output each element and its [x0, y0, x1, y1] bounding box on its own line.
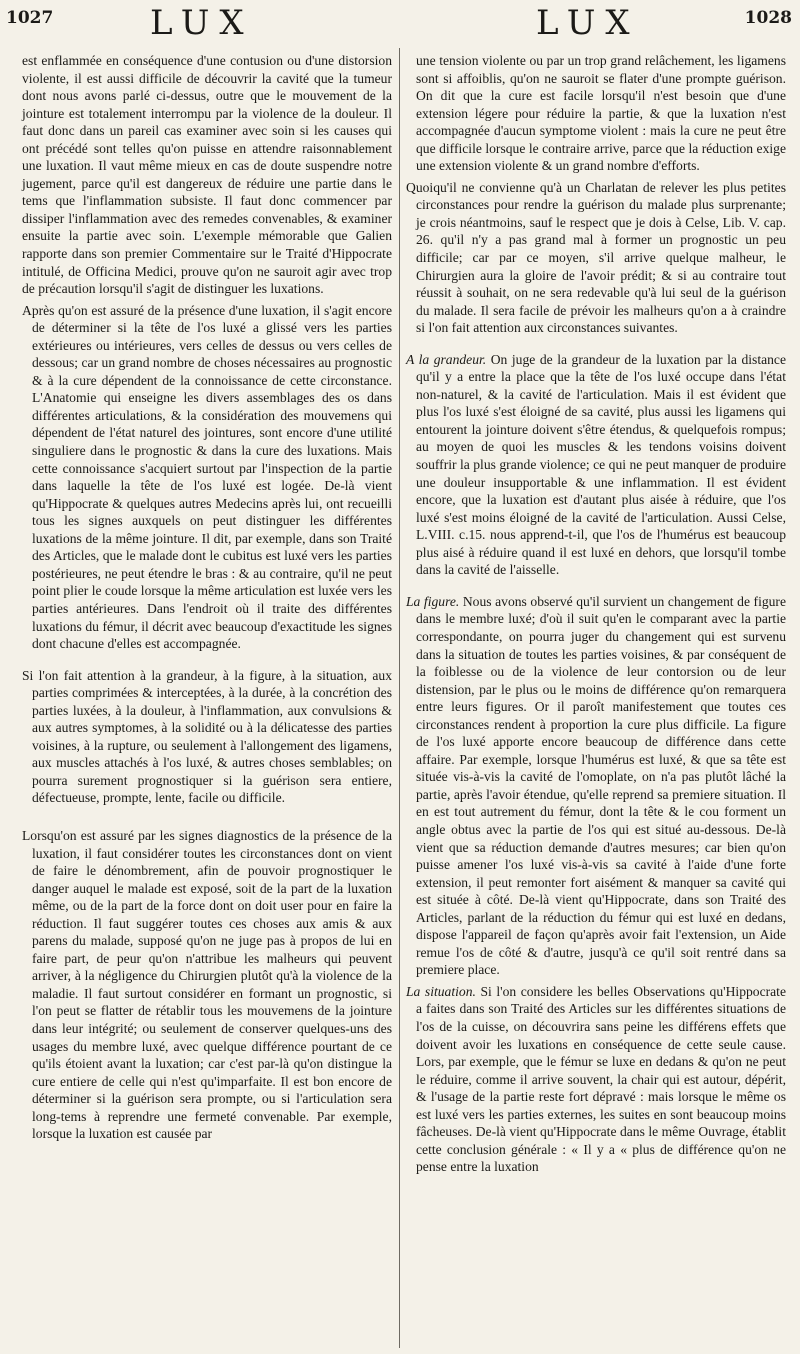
- running-head-left: LUX: [150, 3, 254, 43]
- right-paragraph-5-body: Si l'on considere les belles Observations qu'Hippocrate a faites dans son Traité des Articles sur les différentes situations de l'os de la cuisse, on découvrira sans peine les différens effets que doivent avoir les luxations en conséquence de cette seule cause. Lors, par exemple, que le fémur se luxe en dedans & qu'on ne peut le réduire, comme il arrive souvent, la chair qui est autour, dépérit, & l'usage de la partie reste fort dépravé : mais lorsque le même os est luxé vers les parties externes, les suites en sont beaucoup moins fâcheuses. De-là vient qu'Hippocrate dans le même Ouvrage, établit cette conclusion générale : « Il y a « plus de différence qu'on ne pense entre la luxation: [416, 983, 786, 1175]
- right-paragraph-4: [406, 593, 786, 979]
- section-heading-figure: La figure.: [406, 593, 460, 609]
- column-divider: [399, 48, 400, 1348]
- page-number-left: 1027: [6, 8, 54, 28]
- section-heading-situation: La situation.: [406, 983, 476, 999]
- left-column: [22, 52, 392, 1143]
- section-heading-grandeur: A la grandeur.: [406, 351, 487, 367]
- right-paragraph-5: [406, 983, 786, 1176]
- left-paragraph-4: Lorsqu'on est assuré par les signes diagnostics de la présence de la luxation, il faut considérer toutes les circonstances dont on vient de faire le dénombrement, afin de pouvoir prognostiquer le danger auquel le malade est exposé, soit de la part de la luxation même, ou de la part de la force dont on doit user pour en faire la réduction. Il faut suggérer toutes ces choses aux amis & aux parens du malade, supposé qu'on ne juge pas à propos de lui en faire part, de peur qu'on n'attribue les malheurs qui peuvent arriver, à la négligence du Chirurgien plutôt qu'à la violence de la maladie. Il faut surtout considérer en formant un prognostic, si l'on peut se flatter de rétablir tous les mouvemens de la jointure dans leur intégrité; ou seulement de conserver quelques-uns des usages du membre luxé, avec quelque différence pourtant de ce qu'ils étoient avant la luxation; car c'est par-là qu'on distingue la cure entiere de celle qui n'est qu'imparfaite. Il est bon encore de déterminer si la guérison sera prompte, ou si l'articulation sera long-tems à reprendre une fermeté convenable. Par exemple, lorsque la luxation est causée par: [22, 827, 392, 1142]
- page-number-right: 1028: [744, 8, 792, 28]
- left-paragraph-1: est enflammée en conséquence d'une contusion ou d'une distorsion violente, il est aussi difficile de découvrir la cavité que la tumeur dont nous avons parlé ci-dessus, outre que le mouvement de la jointure est totalement interrompu par la violence de la douleur. Il faut donc dans un pareil cas examiner avec soin si les causes qui ont précédé sont telles qu'on puisse en attendre raisonnablement une luxation. Il vaut même mieux en cas de doute suspendre notre jugement, parce qu'il est dangereux de réduire une partie dans le tems que l'inflammation subsiste. Il faut donc commencer par dissiper l'inflammation avec des remedes convenables, & examiner ensuite la partie avec soin. L'exemple mémorable que Galien rapporte dans son premier Commentaire sur le Traité d'Hippocrate intitulé, de Officina Medici, prouve qu'on ne sauroit agir avec trop de précaution lorsqu'il s'agit de distinguer les luxations.: [22, 53, 392, 297]
- running-head-right: LUX: [536, 3, 640, 43]
- right-paragraph-1: une tension violente ou par un trop grand relâchement, les ligamens sont si affoiblis, qu'on ne sauroit se flater d'une prompte guérison. On dit que la cure est facile lorsqu'il n'est besoin que d'une extension légere pour réduire la partie, & que la luxation n'est accompagnée d'aucun symptome violent : mais la cure ne peut être que difficile lorsque le contraire arrive, parce que la réduction exige une extension violente & un grand nombre d'efforts.: [416, 53, 786, 174]
- right-column: [406, 52, 786, 1176]
- right-paragraph-3: [406, 351, 786, 579]
- right-paragraph-2: Quoiqu'il ne convienne qu'à un Charlatan de relever les plus petites circonstances pour rendre la guérison du malade plus surprenante; je crois néantmoins, sauf le respect que je dois à Celse, Lib. V. cap. 26. qu'il n'y a pas grand mal à former un prognostic un peu difficile; car par ce moyen, s'il arrive quelque malheur, le Chirurgien aura la gloire de l'avoir prédit; & si au contraire tout réussit à souhait, on ne sera redevable qu'à lui seul de la guérison du malade. Il sera facile de prévoir les malheurs qu'on a à craindre si l'on fait attention aux circonstances suivantes.: [406, 179, 786, 336]
- right-paragraph-4-body: Nous avons observé qu'il survient un changement de figure dans le membre luxé; d'où il suit qu'en le comparant avec la partie correspondante, on pourra juger du changement qui est survenu dans la situation de toutes les parties voisines, & par conséquent de la foiblesse ou de la violence de leur contorsion ou de leur distension, par le plus ou le moins de différence qu'on remarquera entre leurs figures. Or il paroît manifestement que toutes ces circonstances rendent à proportion la cure plus difficile. La figure de l'os luxé apporte encore beaucoup de différence dans cette affaire. Par exemple, lorsque l'humérus est luxé, & que sa tête est située vis-à-vis la cavité de l'omoplate, on n'a pas plutôt lâché la partie, après l'avoir étendue, qu'elle reprend sa premiere situation. Il en est tout autrement du fémur, dont la tête & le cou forment un angle obtus avec la partie de l'os qui est situé au-dessous. De-là vient que sa réduction demande d'autres mesures; car bien qu'on puisse amener l'os luxé vis-à-vis sa cavité à l'aide d'une forte extension, il peut remonter fort aisément & manquer sa cavité qui est située à côté. De-là vient qu'Hippocrate, dans son Traité des Articles, parlant de la réduction du fémur qui est luxé en dedans, dispose l'appareil de façon qu'après avoir fait l'extension, un Aide remue l'os de côté & d'autre, jusqu'à ce qu'il soit rentré dans sa premiere place.: [416, 593, 786, 978]
- left-paragraph-2: Après qu'on est assuré de la présence d'une luxation, il s'agit encore de déterminer si la tête de l'os luxé a glissé vers les parties extérieures ou intérieures, vers celles de dessus ou vers celles de dessous; car un grand nombre de choses nécessaires au prognostic & à la cure dépendent de la connoissance de cette circonstance. L'Anatomie qui enseigne les divers assemblages des os dans différentes articulations, & la considération des mouvemens qui dépendent de l'état naturel des jointures, sont encore d'une utilité singuliere dans le prognostic & dans la cure des luxations. Mais cette connoissance s'acquiert surtout par l'inspection de la partie dans laquelle la tête de l'os luxé est logée. De-là vient qu'Hippocrate & quelques autres Medecins après lui, ont recueilli tous les signes auxquels on peut distinguer les différentes luxations de la même jointure. Il dit, par exemple, dans son Traité des Articles, que le malade dont le cubitus est luxé vers les parties postérieures, ne peut étendre le bras : & au contraire, qu'il ne peut point plier le coude lorsque la même articulation est luxée vers les parties antérieures. Dans l'endroit où il traite des différentes luxations du fémur, il décrit avec beaucoup d'exactitude les signes dont chacune d'elles est accompagnée.: [22, 302, 392, 652]
- right-paragraph-3-body: On juge de la grandeur de la luxation par la distance qu'il y a entre la place que la tête de l'os luxé occupe dans l'état non-naturel, & la cavité de l'articulation. Mais il est évident que plus l'os luxé s'est éloigné de sa cavité, plus aussi les ligamens qui entourent la jointure doivent s'être étendus, & quelquefois rompus; au moyen de quoi les muscles & les tendons voisins doivent souffrir la plus grande violence; ce qui ne peut manquer de produire une douleur insupportable & une inflammation. Il est évident encore, que la luxation est d'autant plus aisée à réduire, que l'os luxé s'est moins éloigné de la cavité de l'articulation. Aussi Celse, L.VIII. c.15. nous apprend-t-il, que l'os de l'humérus est beaucoup plus aisé à réduire quand il est luxé en dehors, que lorsqu'il tombe dans la cavité de l'aisselle.: [416, 351, 786, 578]
- left-paragraph-3: Si l'on fait attention à la grandeur, à la figure, à la situation, aux parties comprimées & interceptées, à la durée, à la concrétion des parties luxées, à la douleur, à l'inflammation, aux convulsions & aux autres symptomes, à la solidité ou à la délicatesse des parties voisines, à la rupture, ou seulement à l'allongement des ligamens, aux muscles attachés à l'os luxé, & autres choses semblables; on pourra surement prognostiquer si la guérison sera entiere, défectueuse, prompte, lente, facile ou difficile.: [22, 667, 392, 806]
